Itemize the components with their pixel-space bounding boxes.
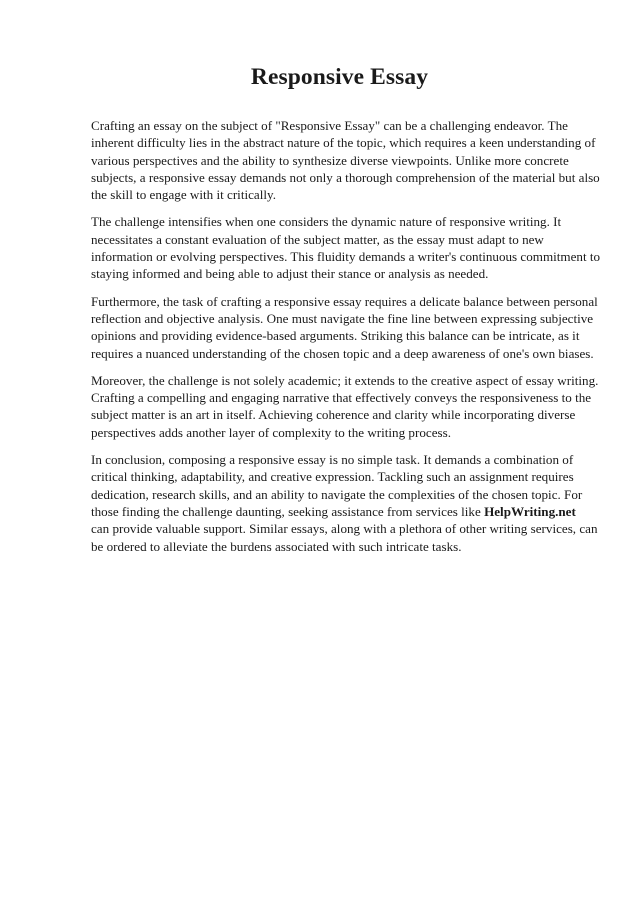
text-line: necessitates a constant evaluation of the subject matter, as the essay must adapt to new [91,231,544,247]
paragraph-2 [91,213,601,282]
text-line: perspectives adds another layer of complexity to the writing process. [91,424,451,440]
text-line: subjects, a responsive essay demands not only a thorough comprehension of the material but also [91,169,600,185]
text-line: opinions and providing evidence-based arguments. Striking this balance can be intricate, as it [91,328,580,344]
text-line: The challenge intensifies when one considers the dynamic nature of responsive writing. It [91,214,562,230]
text-line-prefix: those finding the challenge daunting, seeking assistance from services like [91,503,485,519]
paragraph-conclusion [91,451,598,555]
text-line: Moreover, the challenge is not solely academic; it extends to the creative aspect of essay writing. [91,372,599,388]
text-line: staying informed and being able to adjust their stance or analysis as needed. [91,266,489,282]
text-line: the skill to engage with it critically. [91,187,276,203]
text-line: subject matter is an art in itself. Achieving coherence and clarity while incorporating diverse [91,407,576,423]
text-line: Crafting an essay on the subject of "Responsive Essay" can be a challenging endeavor. The [91,118,568,133]
text-line: Crafting a compelling and engaging narrative that effectively conveys the responsiveness to the [91,390,592,406]
text-line: reflection and objective analysis. One must navigate the fine line between expressing subjective [91,310,594,326]
text-line: Furthermore, the task of crafting a responsive essay requires a delicate balance between personal [91,293,598,309]
text-line: In conclusion, composing a responsive essay is no simple task. It demands a combination of [91,452,574,468]
page-title: Responsive Essay [250,64,429,90]
text-line [91,503,594,520]
text-line: can provide valuable support. Similar essays, along with a plethora of other writing services, can [91,521,598,537]
text-line: dedication, research skills, and an ability to navigate the complexities of the chosen topic. For [91,486,583,502]
paragraph-1 [91,117,600,203]
text-line: various perspectives and the ability to synthesize diverse viewpoints. Unlike more concrete [91,152,569,168]
text-line: critical thinking, adaptability, and creative expression. Tackling such an assignment requires [91,469,574,485]
text-line: requires a nuanced understanding of the chosen topic and a deep awareness of one's own biases. [91,345,594,361]
paragraph-4 [91,372,599,441]
text-line: be ordered to alleviate the burdens associated with such intricate tasks. [91,538,462,554]
brand-name: HelpWriting.net [484,503,576,519]
text-line: information or evolving perspectives. This fluidity demands a writer's continuous commitment to [91,249,601,265]
text-line: inherent difficulty lies in the abstract nature of the topic, which requires a keen understanding of [91,135,596,151]
paragraph-3 [91,293,598,362]
